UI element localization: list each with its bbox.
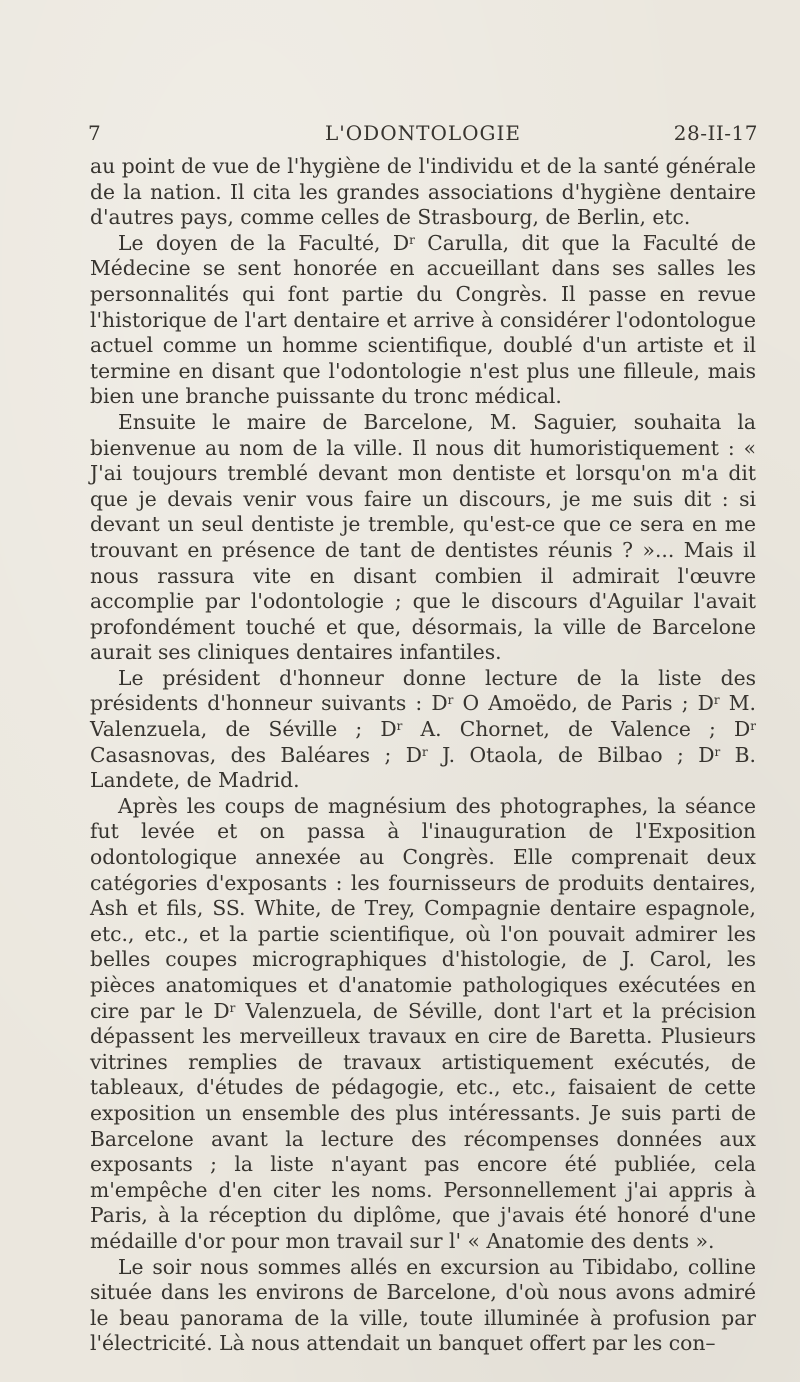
paragraph [90,1255,756,1357]
text-run: Valenzuela, de Séville, dont l'art et la précision dépassent les merveilleux travaux en cire de Baretta. Plusieurs vitrines remplies de travaux artistiquement exécutés, de tableaux, d'études de pédagogie, etc., etc., faisaient de cette exposition un ensemble des plus intéressants. Je suis parti de Barcelone avant la lecture des récompenses données aux exposants ; la liste n'ayant pas encore été publiée, cela m'empêche d'en citer les noms. Personnellement j'ai appris à Paris, à la réception du diplôme, que j'avais été honoré d'une médaille d'or pour mon travail sur l' « Anatomie des dents ». [90,998,756,1253]
article-body [90,154,756,1357]
superscript: r [713,693,720,708]
page-number: 7 [88,121,102,145]
text-run: B. Landete, de Madrid. [90,742,756,793]
running-header [88,121,758,149]
text-run: M. Valenzuela, de Séville ; D [90,691,756,742]
superscript: r [229,1000,236,1015]
superscript: r [396,719,403,734]
paragraph [90,231,756,410]
superscript: r [714,744,721,759]
text-run: au point de vue de l'hygiène de l'individu et de la santé générale de la nation. Il cita les grandes associations d'hygiène dentaire d'autres pays, comme celles de Strasbourg, de Berlin, etc. [90,154,756,230]
superscript: r [447,693,454,708]
paragraph [90,794,756,1255]
journal-title: L'ODONTOLOGIE [325,121,521,145]
text-run: A. Chornet, de Valence ; D [402,717,751,742]
superscript: r [409,232,415,247]
text-run: O Amoëdo, de Paris ; D [453,691,714,716]
text-run: Le doyen de la Faculté, D [118,230,410,255]
paragraph [90,154,756,231]
text-run: Casasnovas, des Baléares ; D [90,742,422,767]
text-run: Le président d'honneur donne lecture de la liste des présidents d'honneur suivants : D [90,665,756,716]
superscript: r [750,719,756,734]
text-run: Carulla, dit que la Faculté de Médecine se sent honorée en accueillant dans ses salles les personnalités qui font partie du Congrès. Il passe en revue l'historique de l'art dentaire et arrive à considérer l'odontologue actuel comme un homme scientifique, doublé d'un artiste et il termine en disant que l'odontologie n'est plus une filleule, mais bien une branche puissante du tronc médical. [90,230,756,409]
superscript: r [421,744,428,759]
paragraph [90,666,756,794]
text-run: Après les coups de magnésium des photographes, la séance fut levée et on passa à l'inauguration de l'Exposition odontologique annexée au Congrès. Elle comprenait deux catégories d'exposants : les fournisseurs de produits dentaires, Ash et fils, SS. White, de Trey, Compagnie dentaire espagnole, etc., etc., et la partie scientifique, où l'on pouvait admirer les belles coupes micrographiques d'histologie, de J. Carol, les pièces anatomiques et d'anatomie pathologiques exécutées en cire par le D [90,793,756,1023]
text-run: Le soir nous sommes allés en excursion au Tibidabo, colline située dans les environs de Barcelone, d'où nous avons admiré le beau panorama de la ville, toute illuminée à profusion par l'électricité. Là nous attendait un banquet offert par les con– [90,1254,756,1356]
paragraph [90,410,756,666]
text-run: J. Otaola, de Bilbao ; D [427,742,715,767]
text-run: Ensuite le maire de Barcelone, M. Saguier, souhaita la bienvenue au nom de la ville. Il nous dit humoristiquement : « J'ai toujours tremblé devant mon dentiste et lorsqu'on m'a dit que je devais venir vous faire un discours, je me suis dit : si devant un seul dentiste je tremble, qu'est-ce que ce sera en me trouvant en présence de tant de dentistes réunis ? »... Mais il nous rassura vite en disant combien il admirait l'œuvre accomplie par l'odontologie ; que le discours d'Aguilar l'avait profondément touché et que, désormais, la ville de Barcelone aurait ses cliniques dentaires infantiles. [90,409,756,665]
issue-date: 28-II-17 [673,121,758,145]
